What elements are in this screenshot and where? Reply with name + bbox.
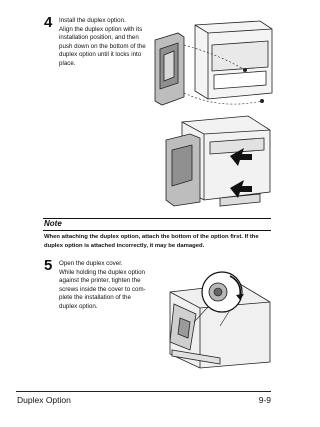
step-5-text: Open the duplex cover. While holding the duplex option against the printer, tighten the screws inside the cover to com- plete the installation of the duplex option. (59, 260, 146, 310)
note-top-rule (43, 218, 271, 219)
footer-rule (16, 391, 271, 392)
step-5-number: 5 (44, 257, 53, 274)
duplex-alignment-illustration (150, 15, 275, 115)
step-4-number: 4 (44, 14, 53, 31)
duplex-cover-screws-illustration (160, 262, 275, 370)
step-4-text: Install the duplex option. Align the duplex option with its installation position, and then push down on the bottom of the duplex option until it locks into place. (59, 17, 146, 67)
note-title: Note (44, 219, 62, 228)
duplex-installed-illustration (160, 110, 275, 208)
note-text: When attaching the duplex option, attach the bottom of the option first. If the duplex option is attached incorrectly, it may be damaged. (44, 234, 259, 249)
footer-page-number: 9-9 (258, 395, 271, 405)
note-underline (43, 230, 271, 231)
footer-section-title: Duplex Option (17, 395, 71, 405)
